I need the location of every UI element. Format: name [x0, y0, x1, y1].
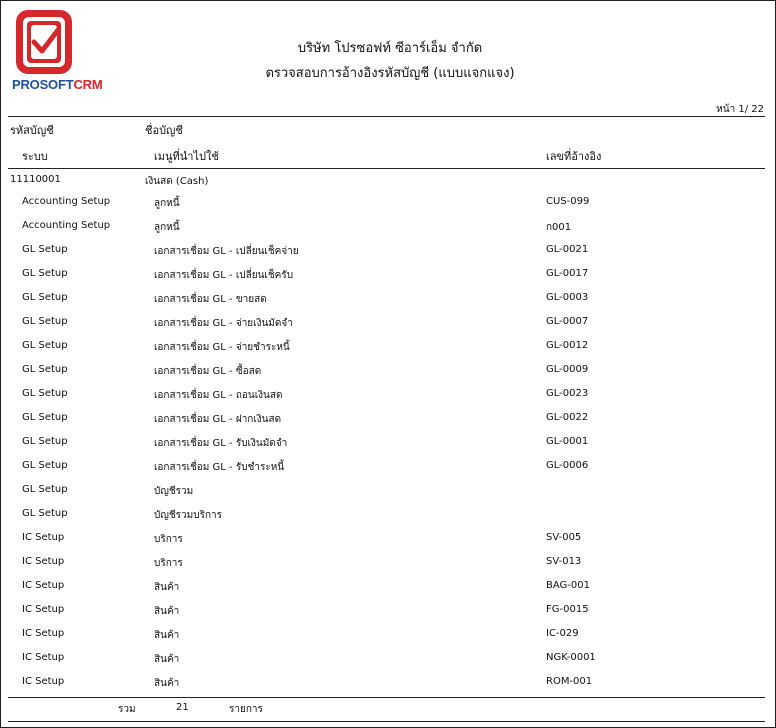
- row-ref: IC-029: [546, 628, 579, 639]
- logo-text: PROSOFTCRM: [12, 77, 103, 92]
- row-menu: บริการ: [154, 558, 183, 569]
- table-row: [0, 552, 776, 576]
- row-system: IC Setup: [22, 652, 65, 663]
- table-row: [0, 240, 776, 264]
- row-system: Accounting Setup: [22, 196, 111, 207]
- row-ref: GL-0006: [546, 460, 589, 471]
- table-row: [0, 528, 776, 552]
- row-system: GL Setup: [22, 316, 68, 327]
- row-menu: สินค้า: [154, 582, 180, 593]
- row-system: IC Setup: [22, 604, 65, 615]
- row-menu: สินค้า: [154, 606, 180, 617]
- total-unit: รายการ: [229, 704, 263, 715]
- row-system: GL Setup: [22, 364, 68, 375]
- table-row: [0, 288, 776, 312]
- row-ref: SV-013: [546, 556, 582, 567]
- table-row: [0, 408, 776, 432]
- table-row: [0, 624, 776, 648]
- page-number: หน้า 1/ 22: [716, 104, 764, 115]
- row-ref: ROM-001: [546, 676, 593, 687]
- account-code: 11110001: [10, 174, 61, 185]
- row-ref: FG-0015: [546, 604, 589, 615]
- row-ref: ก001: [546, 222, 572, 233]
- header-top-divider: [8, 116, 765, 117]
- footer-divider: [8, 697, 765, 698]
- row-ref: GL-0012: [546, 340, 589, 351]
- header-bottom-divider: [8, 168, 765, 169]
- row-system: GL Setup: [22, 388, 68, 399]
- row-menu: บัญชีรวม: [154, 486, 194, 497]
- table-row: [0, 480, 776, 504]
- row-menu: บริการ: [154, 534, 183, 545]
- report-rows: [0, 172, 776, 696]
- row-ref: GL-0009: [546, 364, 589, 375]
- row-ref: GL-0017: [546, 268, 589, 279]
- row-system: IC Setup: [22, 556, 65, 567]
- row-menu: สินค้า: [154, 630, 180, 641]
- table-row: [0, 360, 776, 384]
- footer-bottom-divider: [8, 721, 765, 722]
- row-menu: เอกสารเชื่อม GL - รับชำระหนี้: [154, 462, 285, 473]
- row-system: GL Setup: [22, 244, 68, 255]
- row-ref: SV-005: [546, 532, 582, 543]
- table-row: [0, 192, 776, 216]
- account-name: เงินสด (Cash): [145, 176, 209, 187]
- row-menu: เอกสารเชื่อม GL - จ่ายเงินมัดจำ: [154, 318, 293, 329]
- table-row: [0, 456, 776, 480]
- table-row: [0, 672, 776, 696]
- row-system: GL Setup: [22, 508, 68, 519]
- row-menu: สินค้า: [154, 678, 180, 689]
- row-ref: CUS-099: [546, 196, 590, 207]
- row-ref: BAG-001: [546, 580, 590, 591]
- row-system: GL Setup: [22, 268, 68, 279]
- table-row: [0, 336, 776, 360]
- row-ref: GL-0021: [546, 244, 589, 255]
- row-menu: ลูกหนี้: [154, 198, 180, 209]
- table-row: [0, 312, 776, 336]
- row-system: GL Setup: [22, 340, 68, 351]
- row-ref: NGK-0001: [546, 652, 596, 663]
- row-system: GL Setup: [22, 292, 68, 303]
- col-system: ระบบ: [22, 150, 48, 163]
- table-row: [0, 432, 776, 456]
- row-menu: บัญชีรวมบริการ: [154, 510, 222, 521]
- account-group-row: [0, 172, 776, 192]
- table-row: [0, 576, 776, 600]
- row-system: Accounting Setup: [22, 220, 111, 231]
- col-account-name: ชื่อบัญชี: [145, 124, 183, 137]
- report-title: ตรวจสอบการอ้างอิงรหัสบัญชี (แบบแจกแจง): [265, 66, 515, 81]
- table-row: [0, 504, 776, 528]
- row-system: IC Setup: [22, 580, 65, 591]
- row-system: GL Setup: [22, 412, 68, 423]
- row-system: IC Setup: [22, 532, 65, 543]
- row-menu: เอกสารเชื่อม GL - ถอนเงินสด: [154, 390, 283, 401]
- row-menu: ลูกหนี้: [154, 222, 180, 233]
- row-menu: เอกสารเชื่อม GL - จ่ายชำระหนี้: [154, 342, 290, 353]
- table-row: [0, 600, 776, 624]
- row-ref: GL-0007: [546, 316, 589, 327]
- row-menu: เอกสารเชื่อม GL - ฝากเงินสด: [154, 414, 282, 425]
- row-menu: เอกสารเชื่อม GL - เปลี่ยนเช็ครับ: [154, 270, 294, 281]
- total-count: 21: [176, 702, 189, 713]
- col-ref: เลขที่อ้างอิง: [546, 150, 602, 163]
- col-menu: เมนูที่นำไปใช้: [154, 150, 219, 163]
- row-system: IC Setup: [22, 676, 65, 687]
- row-menu: เอกสารเชื่อม GL - รับเงินมัดจำ: [154, 438, 288, 449]
- row-menu: เอกสารเชื่อม GL - เปลี่ยนเช็คจ่าย: [154, 246, 299, 257]
- row-system: GL Setup: [22, 460, 68, 471]
- row-system: GL Setup: [22, 436, 68, 447]
- row-ref: GL-0001: [546, 436, 589, 447]
- company-name: บริษัท โปรซอฟท์ ซีอาร์เอ็ม จำกัด: [297, 41, 483, 56]
- row-system: IC Setup: [22, 628, 65, 639]
- row-menu: เอกสารเชื่อม GL - ขายสด: [154, 294, 267, 305]
- total-label: รวม: [118, 704, 136, 715]
- col-account-code: รหัสบัญชี: [10, 124, 54, 137]
- row-menu: เอกสารเชื่อม GL - ซื้อสด: [154, 366, 262, 377]
- table-row: [0, 216, 776, 240]
- row-menu: สินค้า: [154, 654, 180, 665]
- row-ref: GL-0022: [546, 412, 589, 423]
- row-ref: GL-0023: [546, 388, 589, 399]
- row-ref: GL-0003: [546, 292, 589, 303]
- table-row: [0, 264, 776, 288]
- table-row: [0, 384, 776, 408]
- row-system: GL Setup: [22, 484, 68, 495]
- table-row: [0, 648, 776, 672]
